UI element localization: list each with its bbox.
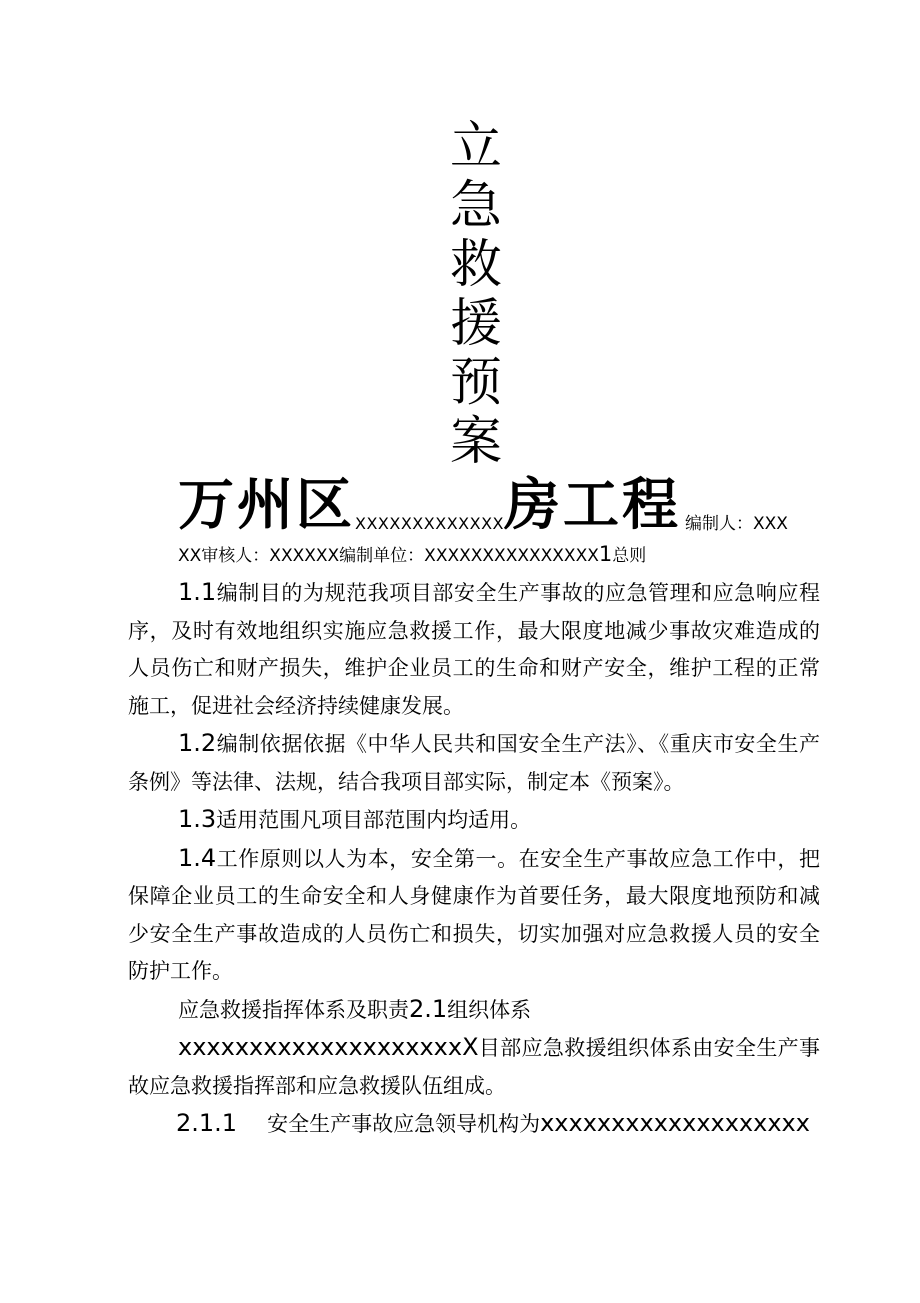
vertical-title-char: 预 [449,353,502,413]
meta-line [178,541,646,569]
project-title: 房工程 [504,473,681,538]
paragraph-number: 2.1.1 [176,1109,238,1137]
meta-text: XX审核人：XXXXXX编制单位：XXXXXXXXXXXXXXX [178,546,599,566]
paragraph-x-prefix: xxxxxxxxxxxxxxxxxxxxX [178,1033,479,1061]
paragraph-2-1-1 [128,1105,820,1144]
paragraph-1-1 [128,574,820,725]
paragraph-text: 目部应急救援组织体系由安全生产事故应急救援指挥部和应急救援队伍组成。 [128,1036,820,1098]
paragraph-text: 安全生产事故应急领导机构为 [267,1112,541,1136]
paragraph-text: 适用范围凡项目部范围内均适用。 [216,808,532,832]
district-title: 万州区 [178,473,355,538]
paragraph-1-3 [128,801,820,840]
paragraph-1-4 [128,840,820,991]
section-1-title: 总则 [612,546,647,566]
title-row [178,466,788,546]
paragraph-2-1 [128,1029,820,1105]
section-1-number: 1 [598,542,613,566]
vertical-title-char: 援 [449,294,502,354]
vertical-title-char: 立 [449,117,502,177]
paragraph-x-suffix: xxxxxxxxxxxxxxxxxxx [540,1109,810,1137]
section-2-1-number: 2.1 [409,994,448,1023]
section-2-heading [128,991,820,1030]
vertical-title-char: 急 [449,176,502,236]
paragraph-1-2 [128,725,820,801]
vertical-title-char: 救 [449,235,502,295]
vertical-title [446,118,506,472]
vertical-title-char: 案 [449,412,502,472]
paragraph-text: 编制目的为规范我项目部安全生产事故的应急管理和应急响应程序，及时有效地组织实施应急救援工作，最大限度地减少事故灾难造成的人员伤亡和财产损失，维护企业员工的生命和财产安全，维护工程的正常施工，促进社会经济持续健康发展。 [128,581,820,718]
compiler-label: 编制人：XXX [685,514,788,534]
document-body [128,574,820,1144]
paragraph-text: 工作原则以人为本，安全第一。在安全生产事故应急工作中，把保障企业员工的生命安全和人身健康作为首要任务，最大限度地预防和减少安全生产事故造成的人员伤亡和损失，切实加强对应急救援人员的安全防护工作。 [128,846,820,983]
paragraph-number: 1.4 [178,843,217,872]
paragraph-text: 编制依据依据《中华人民共和国安全生产法》、《重庆市安全生产条例》等法律、法规，结合我项目部实际，制定本《预案》。 [128,732,820,794]
title-x-placeholder: XXXXXXXXXXXXX [355,514,504,533]
paragraph-number: 1.2 [178,729,217,757]
section-2-heading-text: 应急救援指挥体系及职责 [178,997,409,1022]
paragraph-number: 1.1 [178,578,217,606]
section-2-1-title: 组织体系 [447,997,532,1022]
paragraph-number: 1.3 [178,805,217,833]
